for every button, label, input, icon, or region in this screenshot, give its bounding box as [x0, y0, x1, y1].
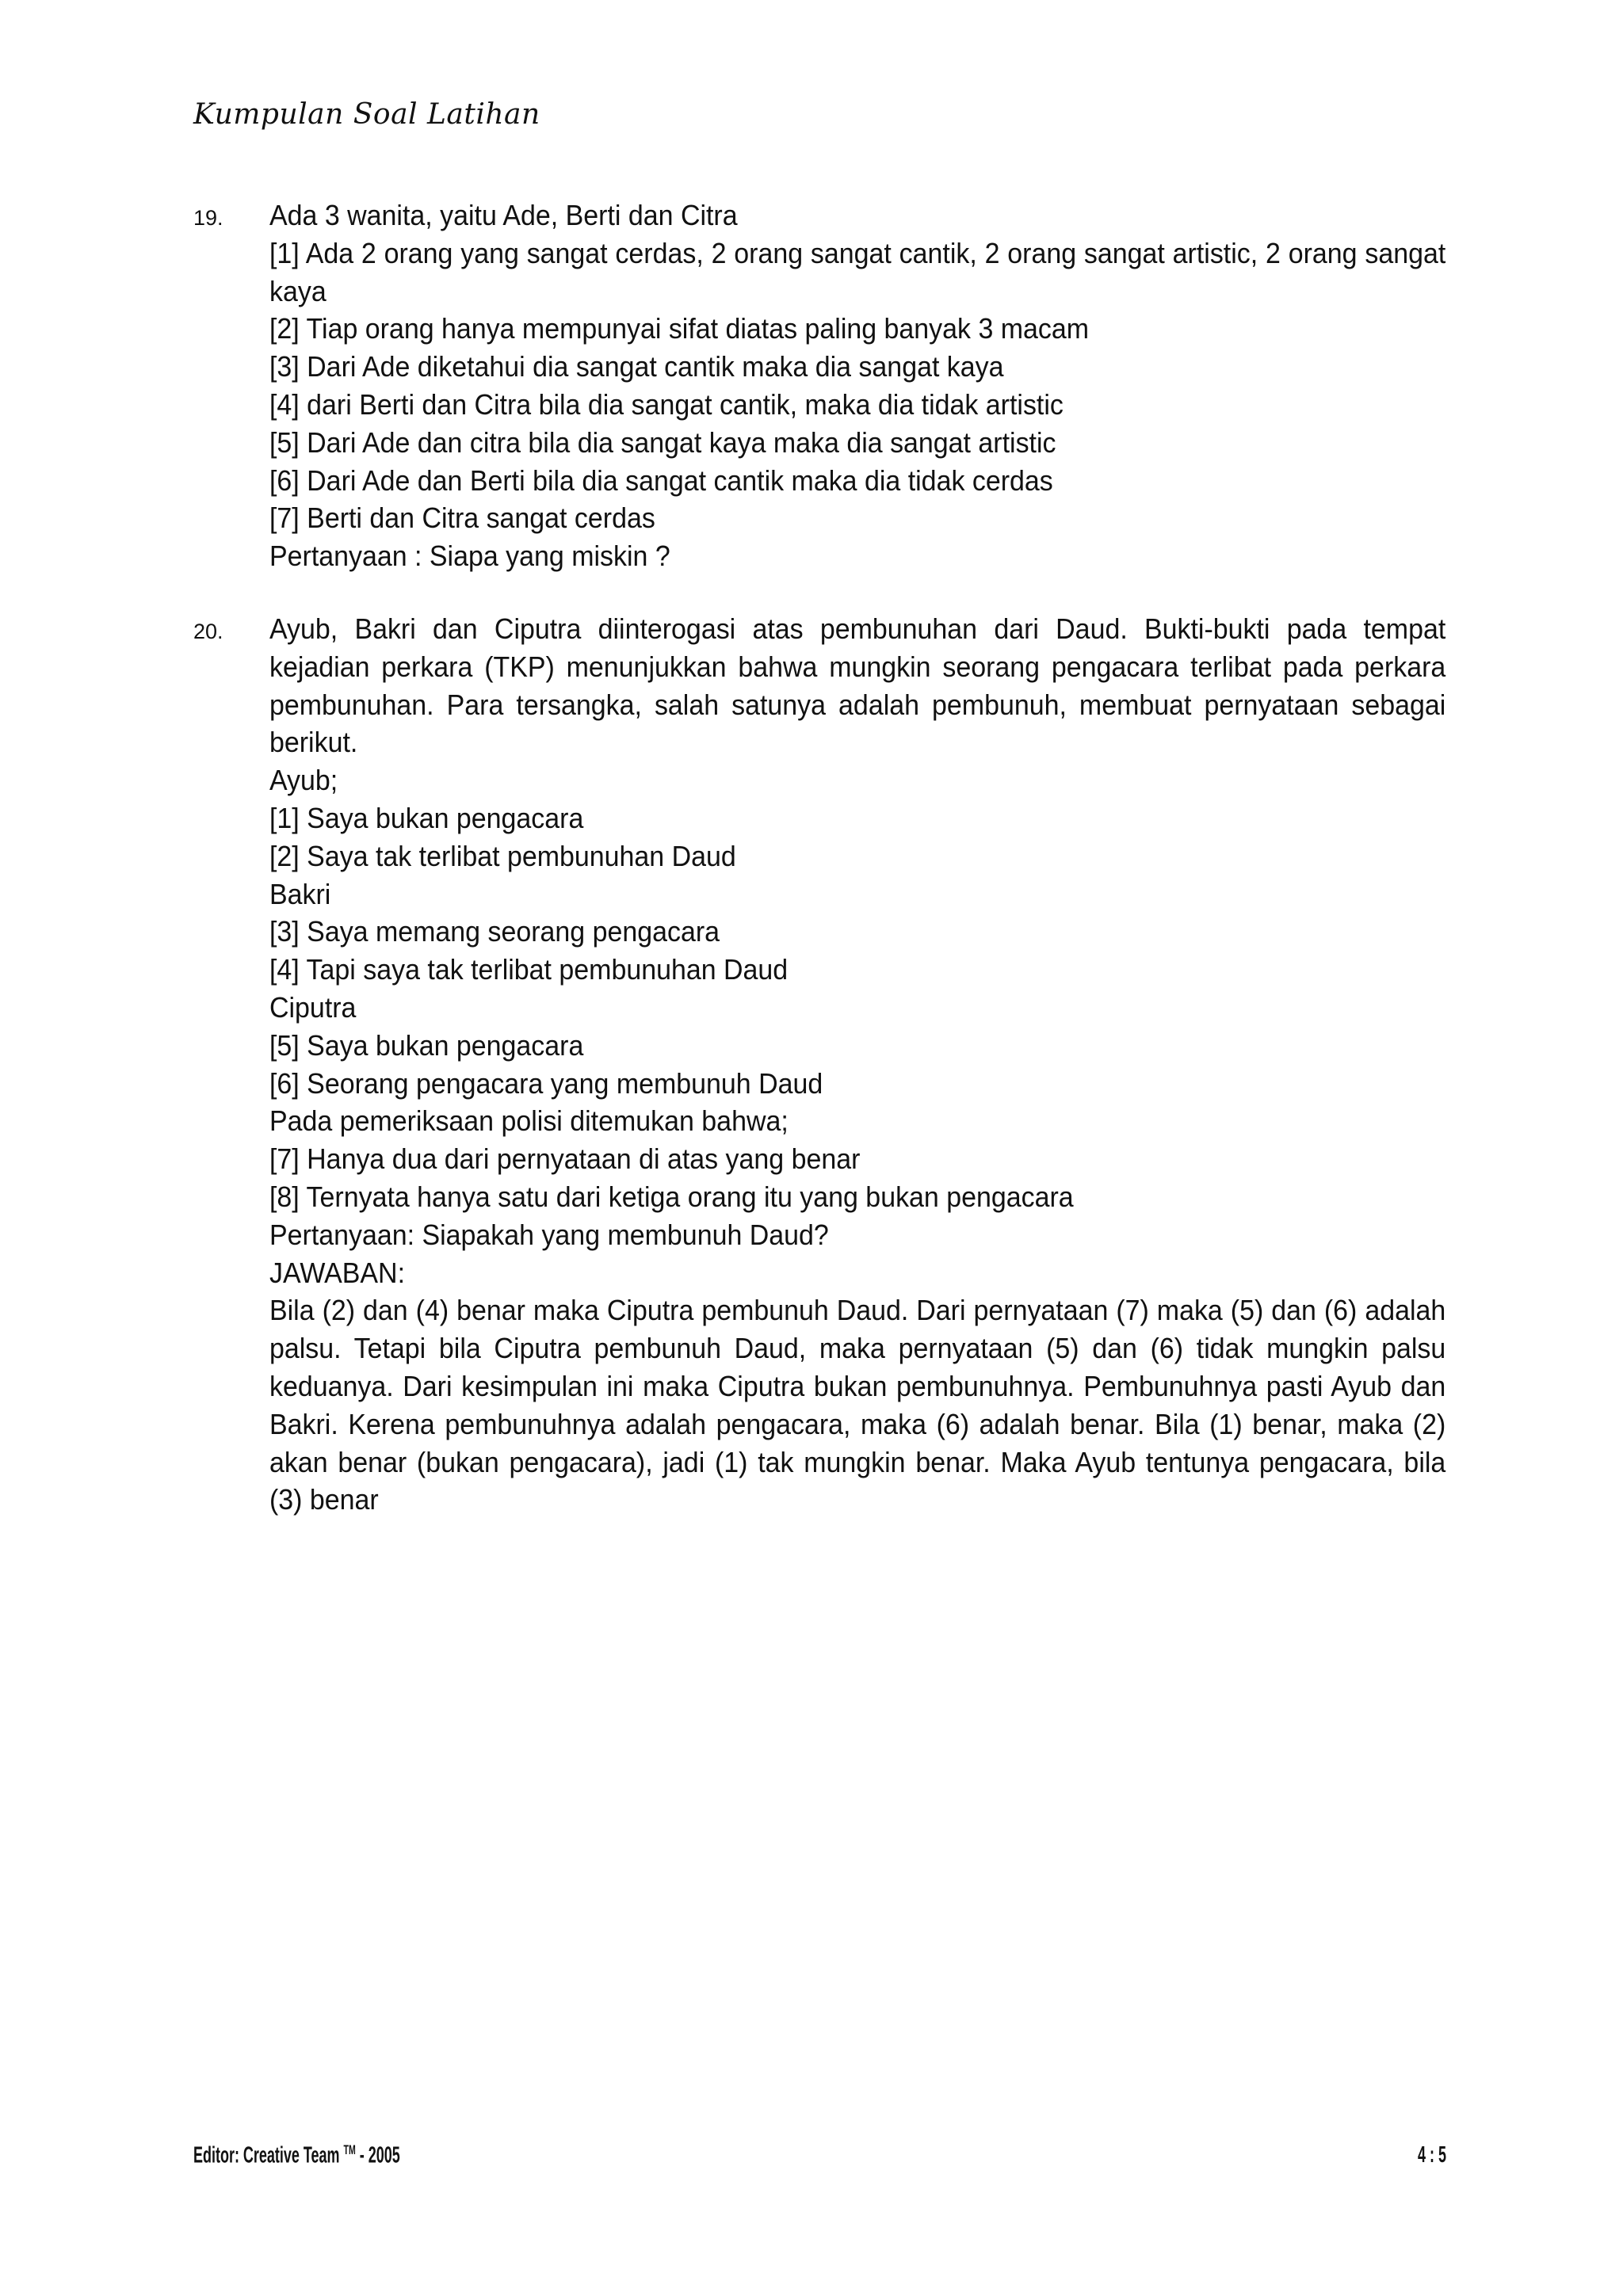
question-line: Pertanyaan: Siapakah yang membunuh Daud? [269, 1218, 829, 1251]
question-line: [2] Tiap orang hanya mempunyai sifat diatas paling banyak 3 macam [269, 312, 1090, 345]
question-20 [193, 610, 1445, 1519]
question-body [269, 196, 1445, 575]
question-line: JAWABAN: [269, 1256, 406, 1289]
question-line: [3] Saya memang seorang pengacara [269, 915, 720, 948]
question-line: [3] Dari Ade diketahui dia sangat cantik maka dia sangat kaya [269, 350, 1004, 383]
footer-editor-text: Editor: Creative Team [193, 2142, 340, 2168]
document-header: Kumpulan Soal Latihan [193, 98, 540, 131]
question-number: 20. [193, 620, 223, 643]
question-line: Pertanyaan : Siapa yang miskin ? [269, 540, 670, 573]
question-line: [5] Saya bukan pengacara [269, 1028, 584, 1062]
footer-editor [193, 2142, 400, 2169]
question-line: Pada pemeriksaan polisi ditemukan bahwa; [269, 1104, 789, 1138]
question-line: [4] Tapi saya tak terlibat pembunuhan Daud [269, 953, 789, 986]
question-line: [6] Dari Ade dan Berti bila dia sangat cantik maka dia tidak cerdas [269, 463, 1053, 497]
question-line: Ada 3 wanita, yaitu Ade, Berti dan Citra [269, 199, 738, 231]
question-line: [7] Berti dan Citra sangat cerdas [269, 502, 655, 535]
question-line: Ayub; [269, 764, 338, 797]
question-line: [1] Saya bukan pengacara [269, 801, 584, 834]
question-intro: Ayub, Bakri dan Ciputra diinterogasi atas pembunuhan dari Daud. Bukti-bukti pada tempat kejadian perkara (TKP) menunjukkan bahwa mungkin seorang pengacara terlibat pada perkara pembunuhan. Para tersangka, salah satunya adalah pembunuh, membuat pernyataan sebagai berikut. [269, 612, 1446, 759]
question-19 [193, 196, 1445, 575]
question-body [269, 610, 1445, 1519]
trademark-mark: TM [343, 2142, 356, 2157]
question-line: Ciputra [269, 990, 357, 1024]
question-line: Bakri [269, 877, 331, 910]
question-line: [8] Ternyata hanya satu dari ketiga orang itu yang bukan pengacara [269, 1180, 1074, 1213]
question-line: [1] Ada 2 orang yang sangat cerdas, 2 orang sangat cantik, 2 orang sangat artistic, 2 orang sangat kaya [269, 236, 1446, 307]
question-line: [2] Saya tak terlibat pembunuhan Daud [269, 839, 736, 872]
answer-paragraph: Bila (2) dan (4) benar maka Ciputra pembunuh Daud. Dari pernyataan (7) maka (5) dan (6) adalah palsu. Tetapi bila Ciputra pembunuh Daud, maka pernyataan (5) dan (6) tidak mungkin palsu keduanya. Dari kesimpulan ini maka Ciputra bukan pembunuhnya. Pembunuhnya pasti Ayub dan Bakri. Kerena pembunuhnya adalah pengacara, maka (6) adalah benar. Bila (1) benar, maka (2) akan benar (bukan pengacara), jadi (1) tak mungkin benar. Maka Ayub tentunya pengacara, bila (3) benar [269, 1294, 1446, 1516]
page-number: 4 : 5 [1418, 2142, 1446, 2168]
question-number: 19. [193, 206, 223, 230]
question-line: [6] Seorang pengacara yang membunuh Daud [269, 1066, 823, 1100]
footer-year: - 2005 [355, 2142, 400, 2168]
question-line: [5] Dari Ade dan citra bila dia sangat kaya maka dia sangat artistic [269, 425, 1056, 459]
question-line: [7] Hanya dua dari pernyataan di atas yang benar [269, 1142, 861, 1176]
question-line: [4] dari Berti dan Citra bila dia sangat cantik, maka dia tidak artistic [269, 387, 1064, 421]
